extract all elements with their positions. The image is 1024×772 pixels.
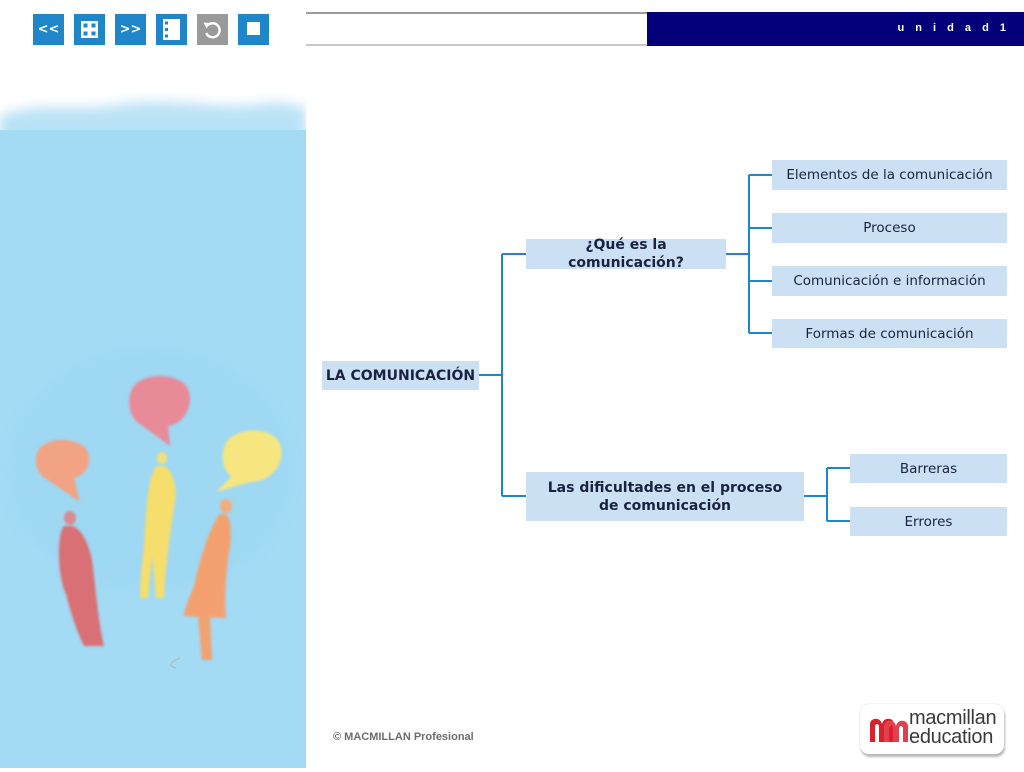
leaf-node-errors: Errores	[850, 507, 1007, 536]
leaf-node-elements: Elementos de la comunicación	[772, 160, 1007, 190]
logo-wordmark	[909, 709, 996, 747]
macmillan-mark-icon	[868, 714, 908, 744]
copyright-text: © MACMILLAN Profesional	[333, 731, 474, 743]
next-button[interactable]: >>	[115, 14, 146, 45]
logo-line1: macmillan	[909, 707, 997, 729]
leaf-node-communication-information: Comunicación e información	[772, 266, 1007, 296]
header-rule-bottom	[306, 44, 648, 46]
branch-node-what-is: ¿Qué es la comunicación?	[526, 239, 726, 269]
outline-button[interactable]	[156, 14, 187, 45]
header-rule-top	[306, 12, 648, 14]
people-talking-illustration	[0, 90, 306, 768]
logo-line2: education	[909, 726, 994, 748]
macmillan-education-logo	[860, 704, 1004, 754]
stop-button[interactable]	[238, 14, 269, 45]
previous-button[interactable]: <<	[33, 14, 64, 45]
dice-menu-icon	[74, 14, 105, 45]
branch-node-difficulties-line1: Las dificultades en el proceso	[547, 479, 783, 496]
undo-icon	[197, 14, 228, 45]
index-button[interactable]	[74, 14, 105, 45]
branch-node-difficulties	[526, 472, 804, 521]
unit-header-bar	[647, 12, 1024, 46]
leaf-node-forms: Formas de comunicación	[772, 319, 1007, 348]
branch-node-difficulties-line2: de comunicación	[598, 497, 732, 514]
back-button[interactable]	[197, 14, 228, 45]
unit-label: u n i d a d 1	[897, 22, 1010, 34]
leaf-node-barriers: Barreras	[850, 454, 1007, 483]
stop-icon	[238, 14, 269, 45]
navigation-toolbar	[0, 0, 300, 60]
root-node: LA COMUNICACIÓN	[322, 361, 479, 390]
leaf-node-process: Proceso	[772, 213, 1007, 243]
outline-icon	[156, 14, 187, 45]
